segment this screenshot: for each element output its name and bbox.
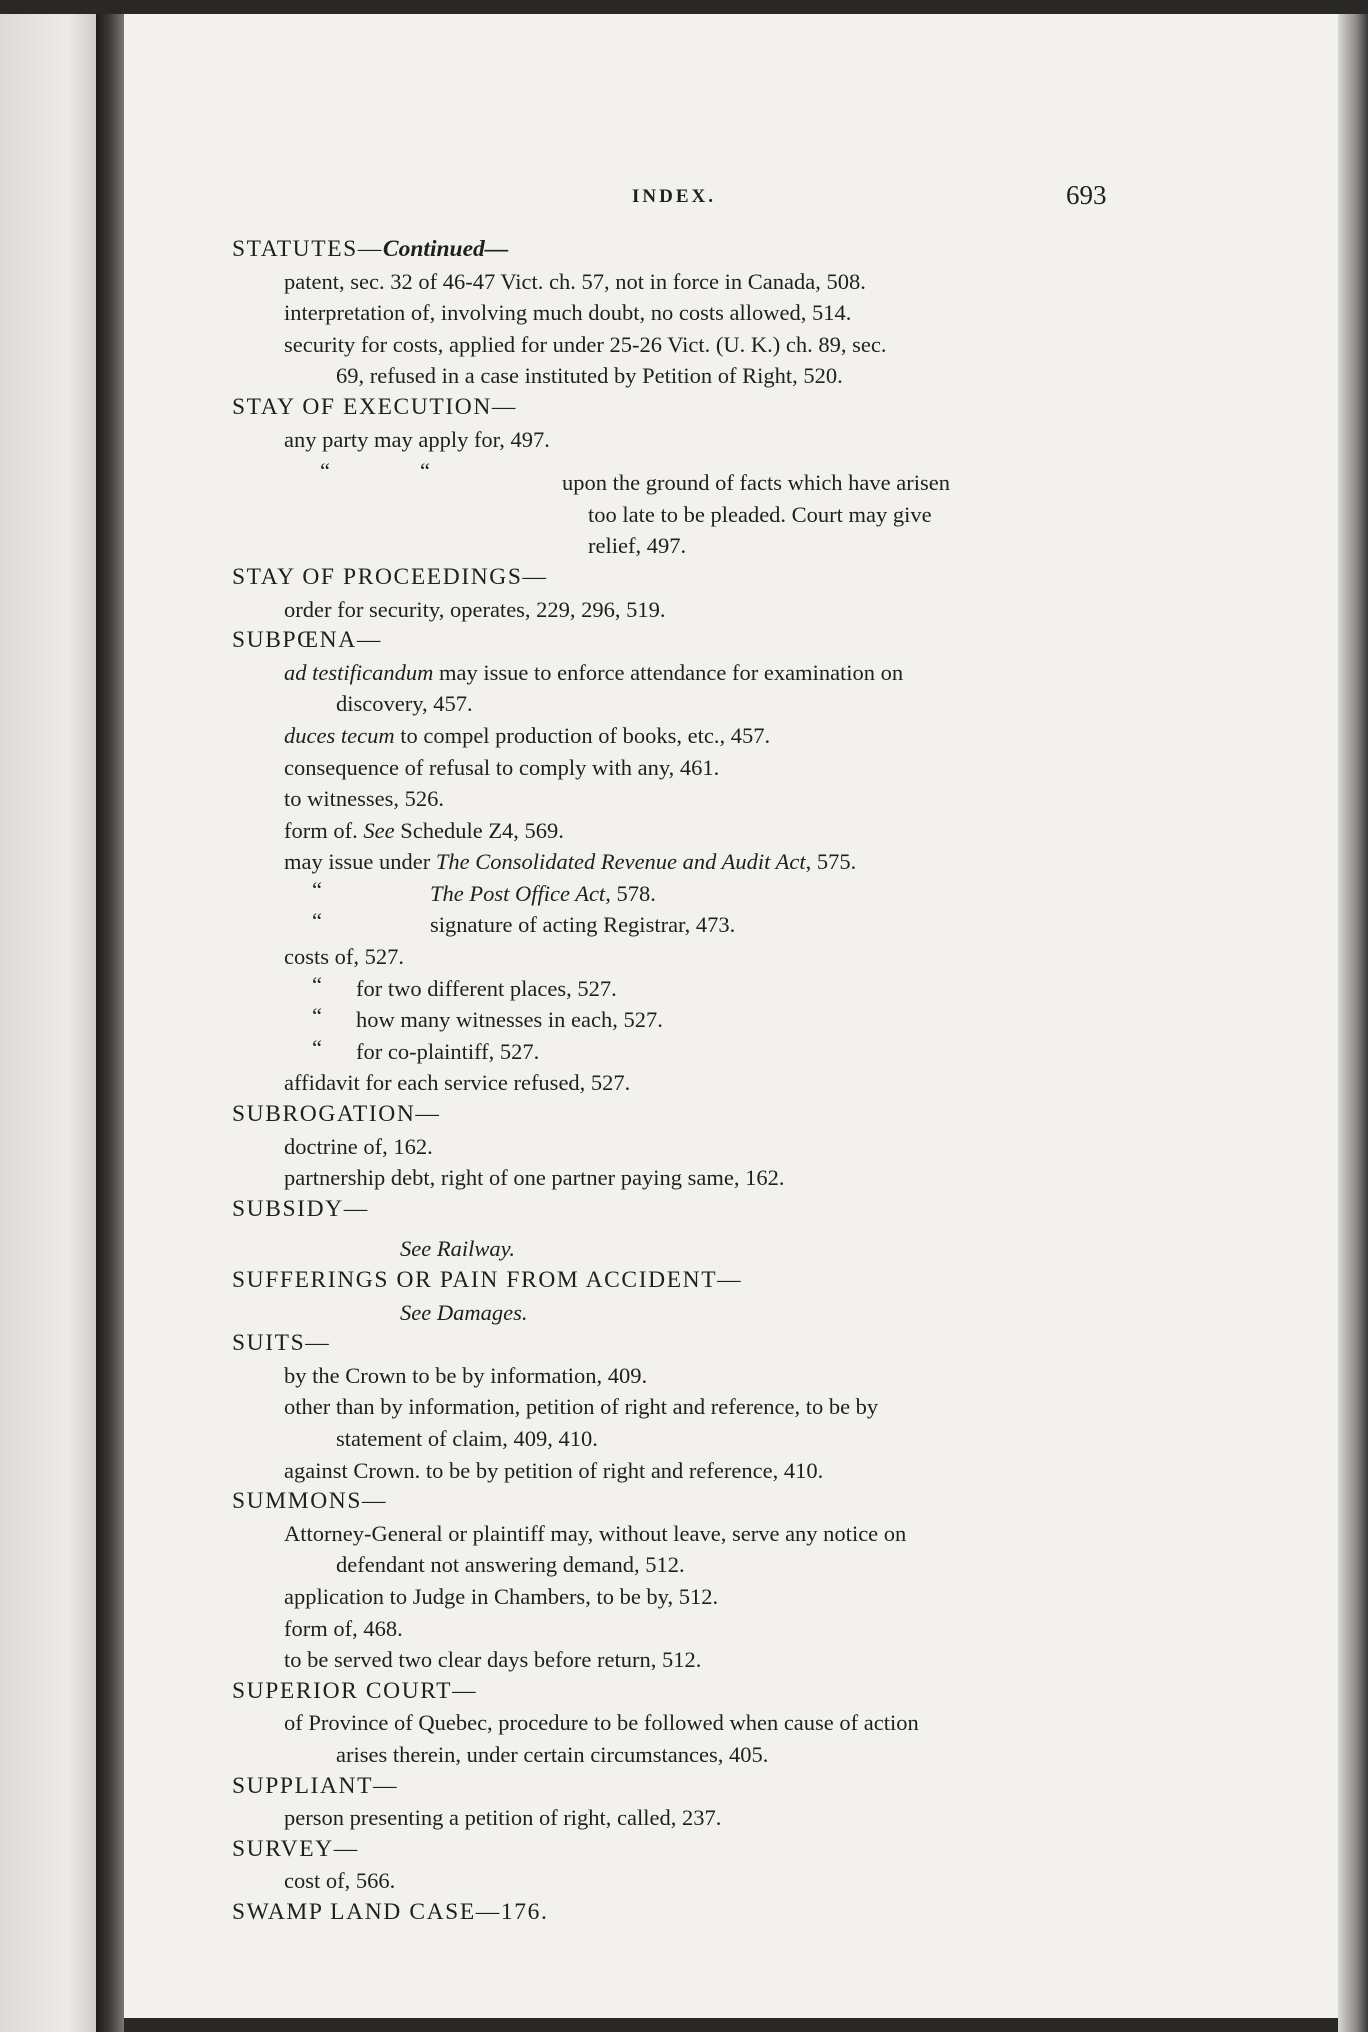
page-edge-right [1338, 14, 1368, 2032]
index-entries [232, 234, 1232, 1928]
index-subentry: Attorney-General or plaintiff may, without leave, serve any notice on defendant not answering demand, 512. [284, 1520, 907, 1578]
index-subentry-ditto: “ “ upon the ground of facts which have arisen too late to be pleaded. Court may give relief, 497. [232, 455, 1232, 550]
index-heading: SUBPŒNA— [232, 627, 382, 654]
running-head: INDEX. [632, 186, 716, 207]
index-subentry: costs of, 527. [284, 944, 404, 970]
index-subentry: security for costs, applied for under 25-26 Vict. (U. K.) ch. 89, sec. 69, refused in a case instituted by Petition of Right, 520. [284, 331, 887, 389]
book-gutter [96, 14, 124, 2032]
index-subentry: patent, sec. 32 of 46-47 Vict. ch. 57, not in force in Canada, 508. [284, 268, 866, 294]
index-subentry: any party may apply for, 497. [284, 426, 550, 452]
index-subentry-ditto: “ The Post Office Act, 578. [232, 878, 1232, 910]
index-heading: SUPPLIANT— [232, 1772, 399, 1799]
index-heading: SWAMP LAND CASE—176. [232, 1898, 549, 1925]
ditto-mark: “ [312, 876, 322, 902]
index-subentry: interpretation of, involving much doubt, no costs allowed, 514. [284, 300, 852, 326]
index-subentry-ditto: “ how many witnesses in each, 527. [232, 1004, 1232, 1036]
index-subentry-ditto: “ for co-plaintiff, 527. [232, 1036, 1232, 1068]
ditto-mark: “ [312, 908, 322, 934]
index-heading: SUFFERINGS OR PAIN FROM ACCIDENT— [232, 1267, 743, 1294]
index-subentry: to be served two clear days before return, 512. [284, 1647, 702, 1673]
index-heading: SUBSIDY— [232, 1195, 369, 1222]
index-subentry: to witnesses, 526. [284, 786, 444, 812]
index-subentry: may issue under The Consolidated Revenue and Audit Act, 575. [284, 849, 857, 875]
index-subentry: form of. See Schedule Z4, 569. [284, 817, 564, 843]
index-subentry: duces tecum to compel production of books, etc., 457. [284, 722, 771, 748]
index-heading: SUITS— [232, 1330, 331, 1357]
index-subentry: partnership debt, right of one partner paying same, 162. [284, 1165, 785, 1191]
ditto-mark: “ [312, 1034, 322, 1060]
index-heading: STATUTES—Continued— [232, 236, 509, 262]
index-subentry: doctrine of, 162. [284, 1133, 433, 1159]
index-heading: STAY OF PROCEEDINGS— [232, 563, 548, 590]
index-subentry-ditto: “ for two different places, 527. [232, 973, 1232, 1005]
index-subentry: by the Crown to be by information, 409. [284, 1362, 648, 1388]
index-cross-reference: See Damages. [400, 1299, 528, 1325]
index-subentry: cost of, 566. [284, 1868, 396, 1894]
index-subentry: consequence of refusal to comply with any, 461. [284, 754, 720, 780]
index-heading: SUMMONS— [232, 1488, 388, 1515]
index-page [124, 14, 1338, 2018]
ditto-mark: “ [320, 458, 330, 484]
index-heading: SURVEY— [232, 1835, 359, 1862]
index-subentry: affidavit for each service refused, 527. [284, 1070, 631, 1096]
index-subentry: other than by information, petition of right and reference, to be by statement of claim, 409, 410. [284, 1394, 879, 1451]
index-heading: SUBROGATION— [232, 1101, 441, 1128]
index-subentry: of Province of Quebec, procedure to be followed when cause of action arises therein, under certain circumstances, 405. [284, 1710, 919, 1767]
facing-page-edge [0, 14, 96, 2032]
index-subentry-ditto: “ signature of acting Registrar, 473. [232, 909, 1232, 941]
index-subentry: ad testificandum may issue to enforce attendance for examination on discovery, 457. [284, 659, 904, 717]
index-cross-reference: See Railway. [400, 1236, 515, 1262]
page-header [124, 172, 1338, 212]
index-heading: STAY OF EXECUTION— [232, 393, 517, 420]
index-subentry: form of, 468. [284, 1615, 403, 1641]
page-number: 693 [1066, 180, 1107, 210]
index-subentry: order for security, operates, 229, 296, 519. [284, 596, 666, 622]
index-subentry: application to Judge in Chambers, to be by, 512. [284, 1583, 719, 1609]
ditto-mark: “ [312, 1003, 322, 1029]
index-subentry: against Crown. to be by petition of right and reference, 410. [284, 1457, 824, 1483]
index-heading: SUPERIOR COURT— [232, 1677, 478, 1704]
ditto-mark: “ [312, 971, 322, 997]
ditto-mark: “ [420, 458, 430, 484]
index-subentry: person presenting a petition of right, called, 237. [284, 1805, 722, 1831]
